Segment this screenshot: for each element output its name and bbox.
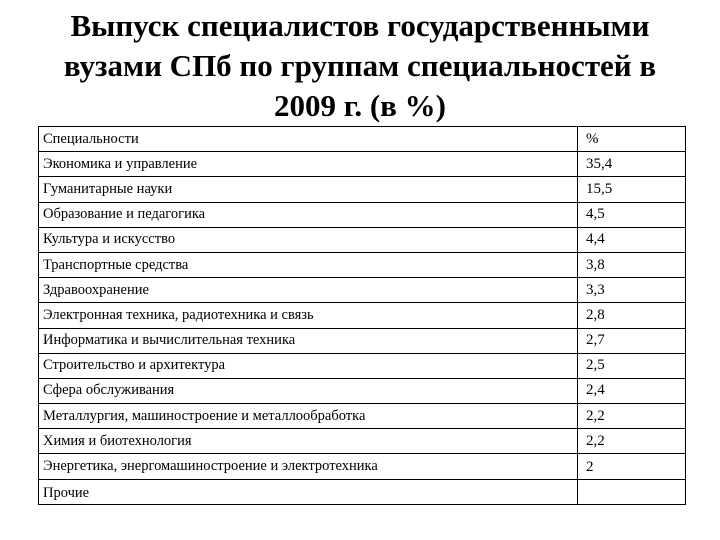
header-percent: %	[578, 127, 686, 152]
table-row	[39, 328, 686, 353]
table-row	[39, 177, 686, 202]
row-percent: 2,2	[578, 404, 686, 429]
row-specialty: Образование и педагогика	[39, 202, 578, 227]
row-specialty: Транспортные средства	[39, 252, 578, 277]
row-percent	[578, 479, 686, 504]
table-row	[39, 404, 686, 429]
header-specialty: Специальности	[39, 127, 578, 152]
row-specialty: Информатика и вычислительная техника	[39, 328, 578, 353]
row-specialty: Здравоохранение	[39, 278, 578, 303]
row-specialty: Строительство и архитектура	[39, 353, 578, 378]
row-percent: 4,4	[578, 227, 686, 252]
table-row	[39, 303, 686, 328]
row-percent: 2,7	[578, 328, 686, 353]
table-row	[39, 252, 686, 277]
row-specialty: Металлургия, машиностроение и металлообработка	[39, 404, 578, 429]
row-specialty: Электронная техника, радиотехника и связь	[39, 303, 578, 328]
row-percent: 3,3	[578, 278, 686, 303]
table-row	[39, 479, 686, 504]
table-row	[39, 227, 686, 252]
row-specialty: Сфера обслуживания	[39, 378, 578, 403]
row-percent: 2,8	[578, 303, 686, 328]
table-row	[39, 454, 686, 479]
row-percent: 15,5	[578, 177, 686, 202]
title-line-3: 2009 г. (в %)	[274, 88, 446, 123]
table-row	[39, 378, 686, 403]
row-percent: 2,5	[578, 353, 686, 378]
row-specialty: Прочие	[39, 479, 578, 504]
page-title	[20, 6, 700, 126]
specialties-table	[38, 126, 686, 505]
table-row	[39, 152, 686, 177]
row-specialty: Культура и искусство	[39, 227, 578, 252]
table-row	[39, 202, 686, 227]
row-specialty: Гуманитарные науки	[39, 177, 578, 202]
table-row	[39, 429, 686, 454]
table-row	[39, 353, 686, 378]
row-specialty: Химия и биотехнология	[39, 429, 578, 454]
row-specialty: Энергетика, энергомашиностроение и электротехника	[39, 454, 578, 479]
row-percent: 35,4	[578, 152, 686, 177]
title-line-1: Выпуск специалистов государственными	[70, 8, 650, 43]
title-line-2: вузами СПб по группам специальностей в	[63, 48, 657, 83]
row-specialty: Экономика и управление	[39, 152, 578, 177]
row-percent: 4,5	[578, 202, 686, 227]
row-percent: 2,4	[578, 378, 686, 403]
table-row	[39, 278, 686, 303]
table-header-row	[39, 127, 686, 152]
row-percent: 2	[578, 454, 686, 479]
row-percent: 3,8	[578, 252, 686, 277]
row-percent: 2,2	[578, 429, 686, 454]
